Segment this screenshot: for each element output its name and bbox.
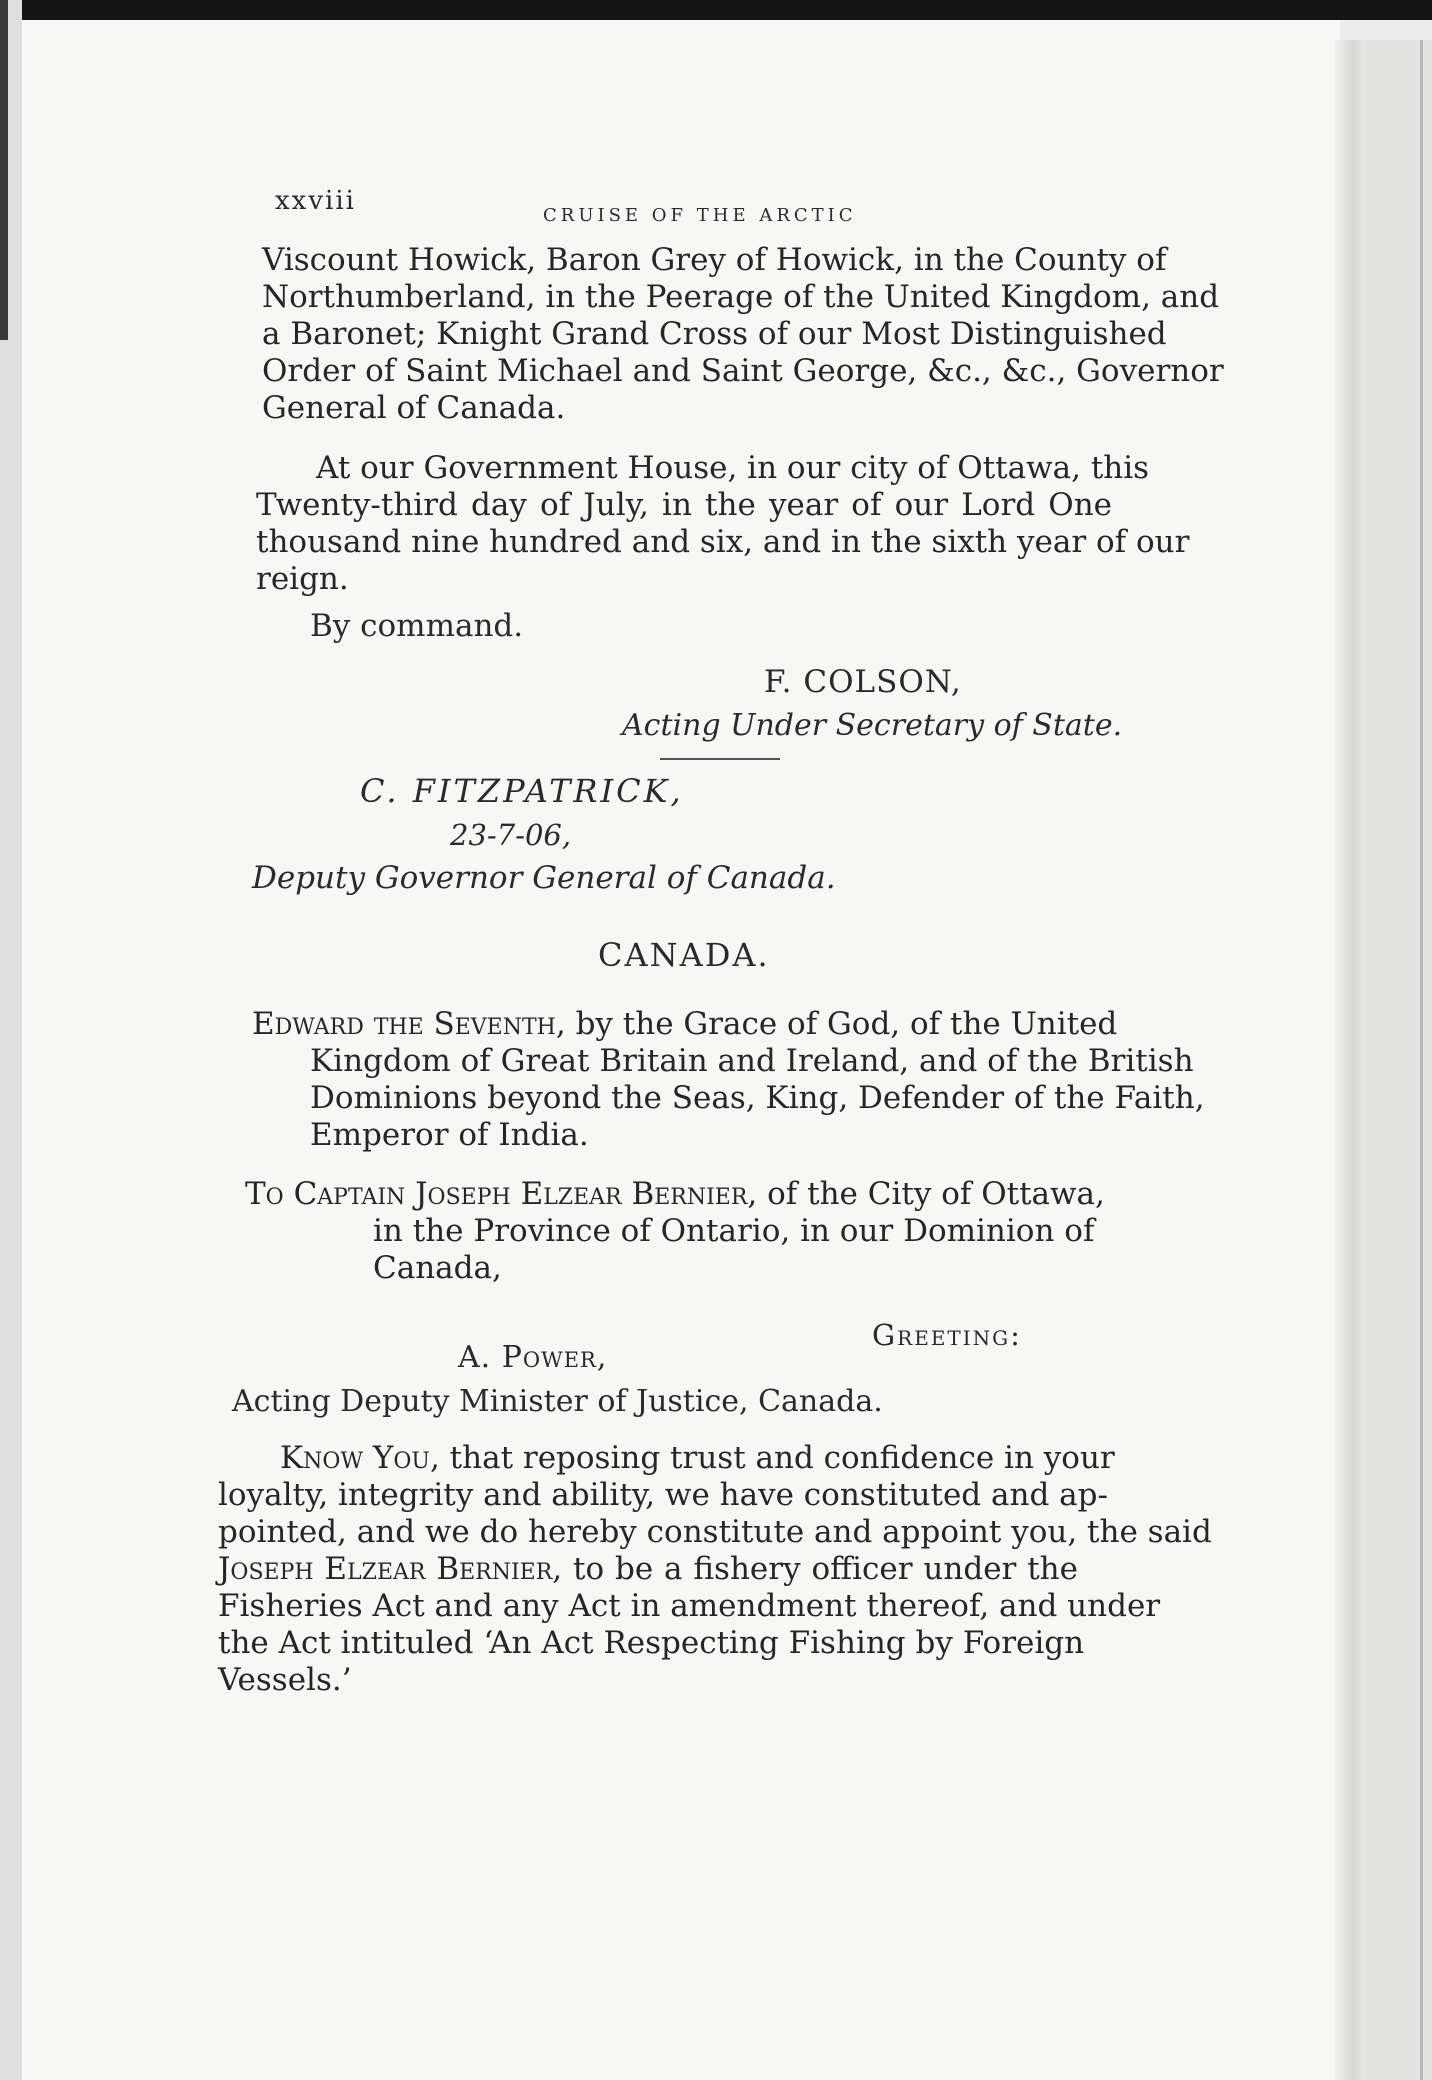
divider-rule <box>660 758 780 760</box>
bernier-name: Joseph Elzear Bernier, <box>218 1551 563 1587</box>
scan-top-border <box>0 0 1432 20</box>
text-line: in the Province of Ontario, in our Dominion of <box>373 1213 1095 1249</box>
text-line: Dominions beyond the Seas, King, Defender of the Faith, <box>310 1080 1205 1116</box>
text-line: loyalty, integrity and ability, we have constituted and ap- <box>218 1477 1108 1513</box>
paragraph-know-you <box>218 1440 1212 1699</box>
text-line: Canada, <box>373 1250 502 1286</box>
text-line: Kingdom of Great Britain and Ireland, and of the British <box>310 1043 1194 1079</box>
edward-lead: Edward the Seventh, <box>252 1006 566 1042</box>
running-head: CRUISE OF THE ARCTIC <box>543 205 857 226</box>
signature-fitzpatrick-title: Deputy Governor General of Canada. <box>252 860 836 896</box>
page-number: xxviii <box>275 186 356 216</box>
signature-colson-title: Acting Under Secretary of State. <box>622 708 1123 743</box>
page-fold-shadow <box>1335 40 1365 2080</box>
edward-line-rest: by the Grace of God, of the United <box>565 1006 1118 1042</box>
to-captain-line-rest: of the City of Ottawa, <box>757 1176 1105 1212</box>
know-you-line-rest: to be a fishery officer under the <box>562 1551 1078 1587</box>
text-line: a Baronet; Knight Grand Cross of our Most Distinguished <box>262 316 1167 352</box>
text-line: reign. <box>256 561 349 597</box>
text-line <box>252 1006 1118 1043</box>
signature-fitzpatrick-name: C. FITZPATRICK, <box>360 772 684 810</box>
power-title: Acting Deputy Minister of Justice, Canada. <box>232 1384 883 1419</box>
by-command: By command. <box>310 608 524 644</box>
text-line: General of Canada. <box>262 390 566 426</box>
signature-colson-name: F. COLSON, <box>764 664 962 700</box>
know-you-lead: Know You, <box>280 1440 440 1476</box>
power-name: A. Power, <box>458 1340 608 1375</box>
text-line: Emperor of India. <box>310 1117 589 1153</box>
text-line: thousand nine hundred and six, and in the sixth year of our <box>256 524 1190 560</box>
paragraph-to-captain <box>245 1176 1105 1287</box>
text-line: Northumberland, in the Peerage of the United Kingdom, and <box>262 279 1220 315</box>
text-line: Vessels.’ <box>218 1662 352 1698</box>
text-line: At our Government House, in our city of Ottawa, this <box>316 450 1150 486</box>
text-line: Fisheries Act and any Act in amendment thereof, and under <box>218 1588 1161 1624</box>
paragraph-edward <box>252 1006 1205 1154</box>
paragraph-viscount <box>262 242 1224 427</box>
text-line <box>218 1551 1078 1588</box>
text-line: pointed, and we do hereby constitute and appoint you, the said <box>218 1514 1212 1550</box>
scan-left-edge <box>0 0 22 2080</box>
text-line <box>218 1440 1115 1477</box>
greeting: Greeting: <box>872 1318 1022 1352</box>
know-you-line-rest: that reposing trust and confidence in your <box>439 1440 1115 1476</box>
text-line <box>245 1176 1105 1213</box>
scan-right-edge <box>1365 40 1432 2080</box>
text-line: Viscount Howick, Baron Grey of Howick, in the County of <box>262 242 1167 278</box>
text-line: Twenty-third day of July, in the year of our Lord One <box>256 487 1112 523</box>
to-captain-lead: To Captain Joseph Elzear Bernier, <box>245 1176 758 1212</box>
paragraph-government-house <box>256 450 1190 598</box>
section-heading: CANADA. <box>598 936 770 974</box>
signature-fitzpatrick-date: 23-7-06, <box>450 818 572 852</box>
text-line: Order of Saint Michael and Saint George, &c., &c., Governor <box>262 353 1224 389</box>
text-line: the Act intituled ‘An Act Respecting Fishing by Foreign <box>218 1625 1085 1661</box>
